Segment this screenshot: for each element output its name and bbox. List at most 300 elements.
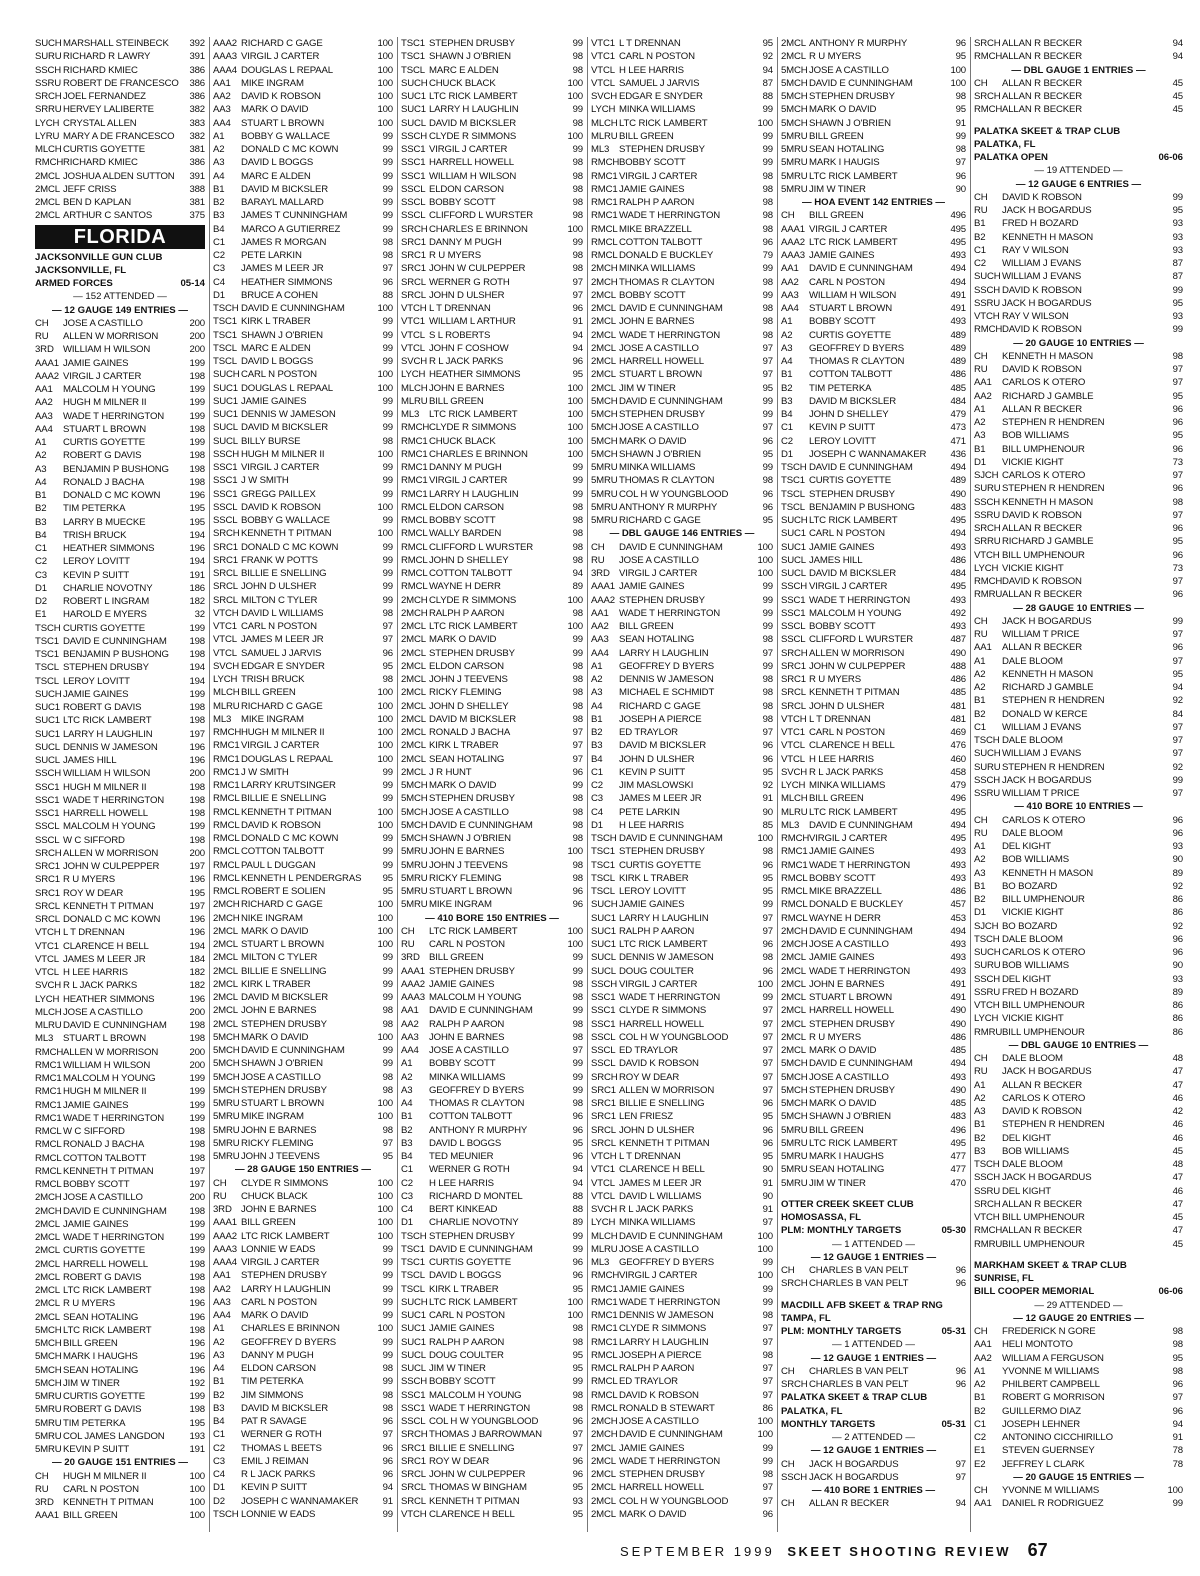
result-row	[213, 1495, 393, 1508]
score: 91	[1172, 1432, 1183, 1443]
shooter-name: JOSE A CASTILLO	[619, 554, 699, 566]
score: 98	[762, 700, 773, 712]
score: 199	[189, 1218, 205, 1230]
score: 97	[762, 1005, 773, 1017]
class-code: 5MCH	[213, 1084, 240, 1096]
score: 95	[955, 104, 966, 116]
score: 99	[382, 1376, 393, 1388]
result-row	[974, 1092, 1183, 1105]
class-code: B2	[401, 1124, 413, 1136]
shooter-name: HARRELL HOWELL	[619, 1018, 704, 1030]
result-row	[781, 872, 966, 885]
result-row	[591, 925, 773, 938]
result-row	[213, 647, 393, 660]
class-code: 5MCH	[213, 1045, 240, 1056]
shooter-name: ROBERT G MORRISON	[1002, 1392, 1105, 1404]
score: 182	[189, 596, 205, 607]
result-row	[591, 620, 773, 633]
score: 484	[950, 395, 966, 407]
state-banner: FLORIDA	[35, 225, 205, 249]
shooter-name: STEPHEN R HENDREN	[1002, 1119, 1105, 1131]
score: 98	[762, 197, 773, 208]
class-code: AAA2	[401, 978, 425, 990]
class-code: A4	[213, 170, 225, 182]
score: 99	[762, 1442, 773, 1454]
class-code: RMCH	[974, 51, 1002, 63]
class-code: TSCL	[35, 675, 59, 687]
class-code: SUC1	[401, 1310, 426, 1321]
class-code: SSCH	[974, 284, 1001, 296]
shooter-name: L T DRENNAN	[619, 38, 681, 49]
class-code: RMC1	[213, 780, 240, 791]
shooter-name: RICHARD J GAMBLE	[1002, 682, 1094, 693]
class-code: SUC1	[35, 728, 60, 740]
shooter-name: WILLIAM H WILSON	[63, 1059, 151, 1071]
result-row	[401, 1256, 583, 1269]
score: 100	[950, 77, 966, 89]
class-code: TSC1	[213, 329, 237, 341]
score: 99	[762, 581, 773, 593]
score: 98	[572, 1336, 583, 1348]
score: 99	[382, 581, 393, 593]
shooter-name: STEPHEN DRUSBY	[429, 793, 515, 805]
class-code: SRCL	[591, 1124, 616, 1136]
result-row	[35, 555, 205, 568]
score: 95	[572, 1482, 583, 1494]
class-code: LYCH	[781, 780, 806, 791]
shoot-heading	[35, 264, 205, 277]
class-code: A1	[401, 1058, 413, 1070]
class-code: AA1	[213, 1270, 231, 1282]
shooter-name: GEOFFREY D BYERS	[619, 660, 714, 672]
result-row	[401, 686, 583, 699]
heading-text: SUNRISE, FL	[974, 1273, 1034, 1284]
class-code: 2MCL	[591, 342, 616, 354]
result-row	[591, 501, 773, 514]
class-code: SUCL	[781, 554, 806, 566]
score: 196	[189, 755, 205, 766]
class-code: 5MCH	[35, 1377, 62, 1389]
shooter-name: SHAWN J O'BRIEN	[809, 117, 891, 129]
score: 99	[762, 462, 773, 473]
score: 198	[189, 450, 205, 462]
score: 193	[189, 1430, 205, 1442]
shooter-name: CLARENCE H BELL	[809, 740, 895, 752]
class-code: ML3	[591, 1257, 610, 1268]
result-row	[213, 845, 393, 858]
shooter-name: STEPHEN DRUSBY	[619, 144, 705, 155]
class-code: RMC1	[591, 1336, 618, 1348]
shooter-name: THOMAS W BINGHAM	[429, 1482, 527, 1494]
shooter-name: ALLAN R BECKER	[1002, 1225, 1083, 1237]
class-code: RMC1	[591, 183, 618, 195]
shooter-name: ANTHONY R MURPHY	[809, 38, 908, 49]
result-row	[591, 912, 773, 925]
class-code: 2MCL	[401, 647, 426, 659]
result-row	[974, 363, 1183, 376]
result-row	[35, 1364, 205, 1377]
result-row	[401, 395, 583, 408]
class-code: SRC1	[35, 861, 60, 872]
shooter-name: JAMIE GAINES	[63, 1218, 129, 1230]
result-row	[401, 130, 583, 143]
score: 100	[377, 740, 393, 752]
attendance: — 1 ATTENDED —	[832, 1339, 915, 1351]
score: 98	[572, 250, 583, 261]
shooter-name: RALPH P AARON	[429, 1336, 505, 1348]
result-row	[213, 37, 393, 50]
score: 45	[1172, 1212, 1183, 1223]
score: 199	[189, 357, 205, 369]
class-code: 2MCH	[213, 912, 240, 924]
class-code: RMCL	[213, 806, 240, 818]
shooter-name: YVONNE M WILLIAMS	[1002, 1365, 1100, 1377]
class-code: TSCL	[591, 872, 615, 884]
shooter-name: JAMIE GAINES	[619, 899, 685, 911]
result-row	[213, 474, 393, 487]
class-code: VTCH	[781, 713, 807, 725]
shooter-name: JIM SIMMONS	[241, 1389, 304, 1401]
class-code: SUC1	[401, 1323, 426, 1335]
class-code: VTCL	[401, 329, 425, 341]
class-code: B3	[781, 395, 793, 407]
class-code: B4	[35, 529, 47, 541]
shooter-name: JOHN D ULSHER	[619, 753, 695, 765]
shooter-name: DAVID E CUNNINGHAM	[809, 1058, 913, 1070]
shooter-name: BOBBY SCOTT	[809, 316, 876, 328]
score: 96	[762, 501, 773, 513]
class-code: CH	[781, 1498, 795, 1510]
shooter-name: CRYSTAL ALLEN	[63, 117, 137, 129]
result-row	[401, 1322, 583, 1335]
result-row	[401, 1375, 583, 1388]
score: 78	[1172, 1458, 1183, 1470]
shooter-name: LEROY LOVITT	[63, 556, 130, 568]
class-code: 5MRU	[781, 1164, 808, 1176]
score: 95	[1172, 668, 1183, 680]
class-code: A2	[974, 682, 986, 693]
class-code: MLCH	[591, 1230, 618, 1242]
class-code: B4	[213, 223, 225, 235]
shooter-name: CLYDE R SIMMONS	[429, 130, 517, 142]
shooter-name: CARLOS K OTERO	[1002, 814, 1086, 826]
shooter-name: MINKA WILLIAMS	[429, 1071, 506, 1083]
result-row	[401, 183, 583, 196]
shooter-name: BOBBY SCOTT	[429, 1058, 496, 1070]
shooter-name: HEATHER SIMMONS	[63, 543, 155, 554]
shooter-name: EDGAR E SNYDER	[619, 91, 703, 102]
result-row	[974, 1365, 1183, 1378]
class-code: TSC1	[35, 635, 59, 647]
score: 98	[572, 554, 583, 566]
shooter-name: BILL GREEN	[809, 793, 864, 805]
shooter-name: JOSE A CASTILLO	[809, 64, 889, 76]
shooter-name: HEATHER SIMMONS	[429, 369, 521, 381]
shooter-name: DAVID L WILLIAMS	[619, 1190, 702, 1202]
score: 99	[762, 157, 773, 169]
shooter-name: BOB WILLIAMS	[1002, 1145, 1069, 1157]
shooter-name: CARL N POSTON	[63, 1483, 139, 1495]
score: 457	[950, 899, 966, 911]
score: 99	[572, 104, 583, 116]
result-row	[974, 1325, 1183, 1338]
class-code: TSCH	[401, 1230, 427, 1242]
shooter-name: BILL GREEN	[809, 1124, 864, 1136]
shooter-name: BENJAMIN P BUSHONG	[63, 463, 169, 475]
class-code: RMCH	[591, 157, 619, 169]
class-code: C2	[591, 780, 603, 791]
shooter-name: ALLAN R BECKER	[1002, 589, 1083, 601]
result-row	[781, 991, 966, 1004]
result-row	[35, 966, 205, 979]
result-row	[35, 357, 205, 370]
score: 492	[950, 607, 966, 619]
class-code: C2	[781, 435, 793, 447]
result-row	[591, 965, 773, 978]
class-code: SSCL	[781, 621, 806, 632]
score: 100	[377, 1111, 393, 1123]
result-row	[401, 845, 583, 858]
shooter-name: BILL UMPHENOUR	[1002, 443, 1085, 455]
class-code: 5MRU	[591, 501, 618, 513]
score: 199	[189, 1245, 205, 1257]
result-row	[591, 1336, 773, 1349]
class-code: SVCH	[401, 356, 428, 367]
result-row	[974, 191, 1183, 204]
shooter-name: LEROY LOVITT	[809, 435, 876, 447]
score: 99	[572, 647, 583, 659]
score: 490	[950, 1005, 966, 1017]
shooter-name: TRISH BRUCK	[241, 674, 305, 685]
result-row	[591, 382, 773, 395]
class-code: 2MCL	[401, 700, 426, 712]
class-code: 5MRU	[401, 886, 428, 897]
result-row	[591, 580, 773, 593]
class-code: VTCH	[974, 1212, 1000, 1223]
result-row	[213, 1375, 393, 1388]
result-row	[781, 607, 966, 620]
score: 97	[762, 1495, 773, 1507]
shooter-name: STEPHEN DRUSBY	[619, 409, 705, 420]
class-code: SUCL	[591, 952, 616, 964]
score: 490	[950, 488, 966, 500]
shooter-name: JOSE A CASTILLO	[63, 1192, 143, 1204]
class-code: SSCL	[591, 1045, 616, 1056]
result-row	[213, 1428, 393, 1441]
class-code: 3RD	[35, 344, 54, 356]
result-row	[401, 1468, 583, 1481]
shooter-name: JOHN E BARNES	[619, 316, 695, 328]
score: 100	[567, 1296, 583, 1308]
result-row	[213, 978, 393, 991]
result-row	[401, 289, 583, 302]
result-row	[781, 620, 966, 633]
shoot-heading	[974, 1285, 1183, 1298]
shooter-name: JOSHUA ALDEN SUTTON	[63, 170, 175, 182]
result-row	[213, 554, 393, 567]
score: 99	[382, 992, 393, 1003]
result-row	[974, 999, 1183, 1012]
result-row	[35, 1138, 205, 1151]
class-code: VTCL	[591, 1177, 615, 1189]
result-row	[213, 1071, 393, 1084]
class-code: SSCL	[401, 1416, 426, 1427]
shooter-name: RICHARD KMIEC	[63, 64, 138, 76]
shooter-name: JOHN E BARNES	[809, 978, 885, 990]
shooter-name: MIKE BRAZZELL	[619, 223, 692, 235]
shooter-name: MARC E ALDEN	[241, 170, 311, 182]
score: 98	[572, 117, 583, 129]
result-row	[781, 912, 966, 925]
shooter-name: LTC RICK LAMBERT	[809, 806, 898, 818]
result-row	[974, 1458, 1183, 1471]
shooter-name: STEPHEN DRUSBY	[63, 662, 149, 674]
shooter-name: ELDON CARSON	[241, 1363, 316, 1374]
score: 96	[382, 1469, 393, 1480]
score: 99	[382, 1270, 393, 1282]
shooter-name: ED TRAYLOR	[619, 1045, 678, 1056]
shooter-name: J W SMITH	[241, 766, 289, 778]
score: 99	[382, 833, 393, 844]
class-code: VTCH	[213, 607, 239, 619]
class-code: C3	[213, 1455, 225, 1467]
result-row	[35, 1483, 205, 1496]
result-row	[35, 1006, 205, 1019]
class-code: 2MCL	[35, 1298, 60, 1310]
class-code: 2MCH	[781, 939, 808, 950]
result-row	[401, 170, 583, 183]
shooter-name: ALLAN R BECKER	[809, 1498, 890, 1510]
result-row	[401, 806, 583, 819]
score: 89	[572, 581, 583, 593]
score: 47	[1172, 1225, 1183, 1237]
shooter-name: WERNER G ROTH	[241, 1429, 322, 1441]
shooter-name: LTC RICK LAMBERT	[429, 409, 518, 420]
event-heading: — 12 GAUGE 149 ENTRIES —	[52, 304, 188, 316]
class-code: SRCL	[781, 687, 806, 699]
score: 45	[1172, 77, 1183, 89]
class-code: 2MCL	[401, 740, 426, 752]
score: 88	[382, 289, 393, 301]
result-row	[591, 607, 773, 620]
class-code: 2MCL	[401, 687, 426, 699]
score: 197	[189, 861, 205, 872]
score: 200	[189, 331, 205, 342]
shooter-name: BARAYL MALLARD	[241, 197, 324, 208]
result-row	[35, 90, 205, 103]
result-row	[974, 1079, 1183, 1092]
class-code: RMCH	[974, 576, 1002, 587]
shooter-name: BO BOZARD	[1002, 920, 1058, 932]
score: 494	[950, 925, 966, 937]
score: 200	[189, 1059, 205, 1071]
class-code: SSCH	[781, 1471, 808, 1483]
class-code: RMCL	[591, 1402, 618, 1414]
score: 100	[189, 1510, 205, 1522]
shooter-name: PETE LARKIN	[619, 806, 680, 818]
score: 99	[1172, 191, 1183, 203]
score: 99	[382, 356, 393, 367]
result-row	[781, 209, 966, 222]
shooter-name: CLIFFORD L WURSTER	[429, 541, 534, 553]
shooter-name: BO BOZARD	[1002, 880, 1058, 892]
score: 100	[567, 448, 583, 460]
result-row	[781, 554, 966, 567]
result-row	[213, 1137, 393, 1150]
class-code: TSC1	[213, 316, 237, 328]
shooter-name: KENNETH T PITMAN	[429, 1495, 520, 1507]
class-code: RMCH	[781, 833, 809, 844]
score: 100	[377, 687, 393, 699]
score: 87	[1172, 271, 1183, 283]
class-code: VTCH	[974, 1000, 1000, 1011]
shooter-name: JIM W TINER	[63, 1377, 120, 1389]
result-row	[781, 541, 966, 554]
score: 98	[762, 674, 773, 685]
result-row	[974, 1132, 1183, 1145]
class-code: AA3	[591, 634, 609, 646]
score: 85	[762, 819, 773, 831]
score: 490	[950, 1084, 966, 1096]
score: 97	[572, 727, 583, 738]
result-row	[35, 1085, 205, 1098]
shooter-name: ALLEN W MORRISON	[809, 647, 905, 659]
score: 84	[1172, 708, 1183, 720]
shooter-name: WADE T HERRINGTON	[619, 992, 721, 1003]
score: 48	[1172, 1159, 1183, 1170]
result-row	[213, 249, 393, 262]
result-row	[974, 1497, 1183, 1510]
score: 100	[1167, 1485, 1183, 1496]
score: 92	[1172, 880, 1183, 892]
class-code: 5MCH	[213, 1058, 240, 1070]
shooter-name: JOHN E BARNES	[429, 1031, 505, 1043]
result-row	[591, 289, 773, 302]
class-code: RMCL	[213, 793, 240, 805]
result-row	[213, 223, 393, 236]
score: 100	[757, 1429, 773, 1441]
result-row	[35, 1496, 205, 1509]
class-code: SUC1	[781, 528, 806, 540]
result-row	[591, 1481, 773, 1494]
result-row	[974, 390, 1183, 403]
class-code: 2MCH	[401, 607, 428, 619]
shooter-name: LTC RICK LAMBERT	[63, 1324, 152, 1336]
class-code: D1	[974, 907, 986, 919]
result-row	[974, 641, 1183, 654]
class-code: CH	[974, 1053, 988, 1064]
result-row	[591, 686, 773, 699]
shooter-name: WERNER G ROTH	[429, 276, 510, 288]
class-code: AAA2	[591, 594, 615, 606]
score: 382	[189, 104, 205, 116]
score: 88	[572, 1204, 583, 1215]
score: 99	[572, 1058, 583, 1070]
class-code: SSC1	[401, 157, 426, 169]
result-row	[213, 965, 393, 978]
shooter-name: R U MYERS	[63, 1298, 115, 1310]
shooter-name: DAVID K ROBSON	[1002, 191, 1082, 203]
result-row	[213, 1216, 393, 1229]
score: 98	[1172, 1339, 1183, 1351]
shooter-name: CLYDE R SIMMONS	[619, 1323, 707, 1335]
shooter-name: ANTONINO CICCHIRILLO	[1002, 1432, 1113, 1443]
class-code: SSRU	[35, 77, 62, 89]
result-row	[591, 1031, 773, 1044]
result-row	[213, 488, 393, 501]
result-row	[401, 382, 583, 395]
result-row	[35, 648, 205, 661]
